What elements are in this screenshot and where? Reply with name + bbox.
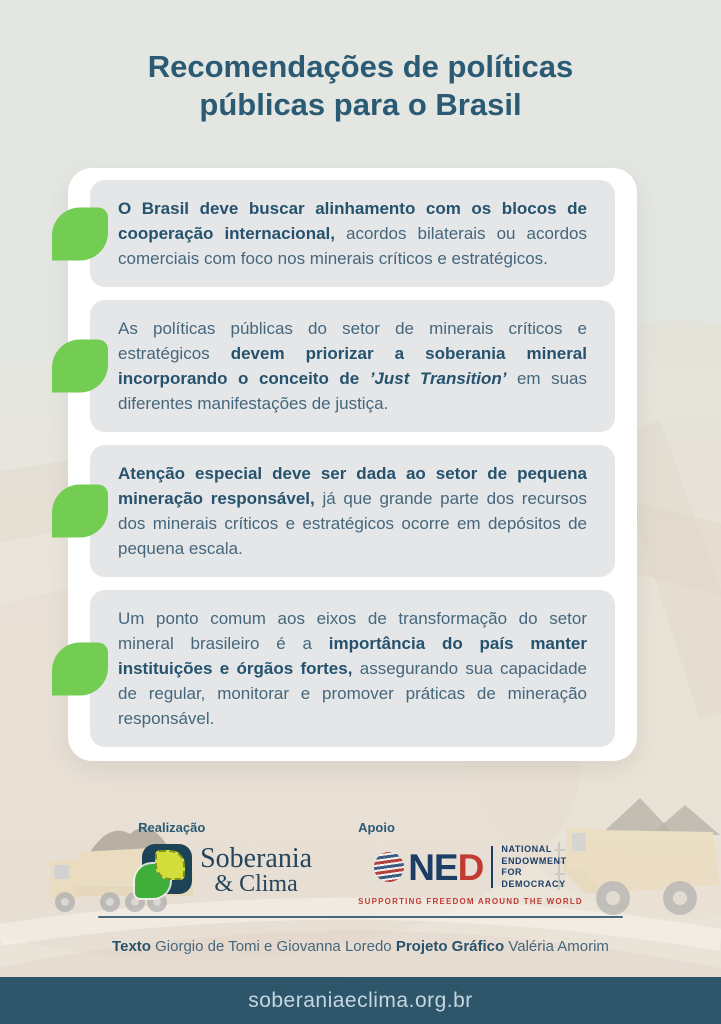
recommendation-item-2 [90, 300, 615, 432]
recommendation-text-4: Um ponto comum aos eixos de transformação do setor mineral brasileiro é a importância do país manter instituições e órgãos fortes, assegurando sua capacidade de regular, monitorar e promover práticas de mineração responsável. [90, 590, 615, 747]
recommendation-item-4 [90, 590, 615, 747]
footer-logos [0, 820, 721, 906]
credits-line: Texto Giorgio de Tomi e Giovanna Loredo Projeto Gráfico Valéria Amorim [112, 938, 609, 955]
ned-letter-d: D [457, 846, 484, 888]
apoio-group [358, 820, 583, 906]
ned-logo-row [374, 844, 567, 891]
page-title-line2: públicas para o Brasil [199, 86, 522, 122]
ned-name-line: DEMOCRACY [501, 879, 566, 890]
soberania-clima-logo [138, 844, 312, 898]
recommendations-card [68, 168, 637, 761]
recommendation-item-1 [90, 180, 615, 287]
realizacao-label: Realização [138, 820, 206, 835]
ned-name-line: NATIONAL [501, 844, 552, 854]
background-curve [0, 909, 721, 940]
credits-divider [98, 916, 623, 918]
ned-full-name [501, 844, 566, 891]
page-title [0, 48, 721, 124]
realizacao-group [138, 820, 312, 898]
recommendation-text-3: Atenção especial deve ser dada ao setor de pequena mineração responsável, já que grande parte dos recursos dos minerais críticos e estratégicos ocorre em depósitos de pequena escala. [90, 445, 615, 577]
recommendation-text-2: As políticas públicas do setor de minerais críticos e estratégicos devem priorizar a soberania mineral incorporando o conceito de ’Just Transition’ em suas diferentes manifestações de justiça. [90, 300, 615, 432]
org-name-line2: & Clima [214, 870, 298, 897]
website-url[interactable]: soberaniaeclima.org.br [248, 988, 473, 1012]
org-name-line1: Soberania [200, 843, 313, 875]
bottom-bar [0, 977, 721, 1024]
ned-tagline: SUPPORTING FREEDOM AROUND THE WORLD [358, 896, 583, 906]
soberania-clima-logo-icon [138, 844, 192, 898]
recommendation-text-1: O Brasil deve buscar alinhamento com os blocos de cooperação internacional, acordos bilaterais ou acordos comerciais com foco nos minerais críticos e estratégicos. [90, 180, 615, 287]
page-title-line1: Recomendações de políticas [147, 49, 574, 84]
soberania-clima-wordmark [200, 843, 313, 897]
logo-leaf-lime-icon [155, 850, 185, 880]
ned-divider-line [491, 846, 493, 888]
ned-logo [358, 844, 583, 906]
recommendation-item-3 [90, 445, 615, 577]
ned-globe-icon [374, 852, 404, 882]
apoio-label: Apoio [358, 820, 395, 835]
ned-name-line: ENDOWMENT [501, 855, 567, 866]
ned-letters-ne: NE [408, 846, 458, 888]
ned-wordmark [408, 846, 484, 888]
ned-name-line: FOR [501, 867, 523, 878]
